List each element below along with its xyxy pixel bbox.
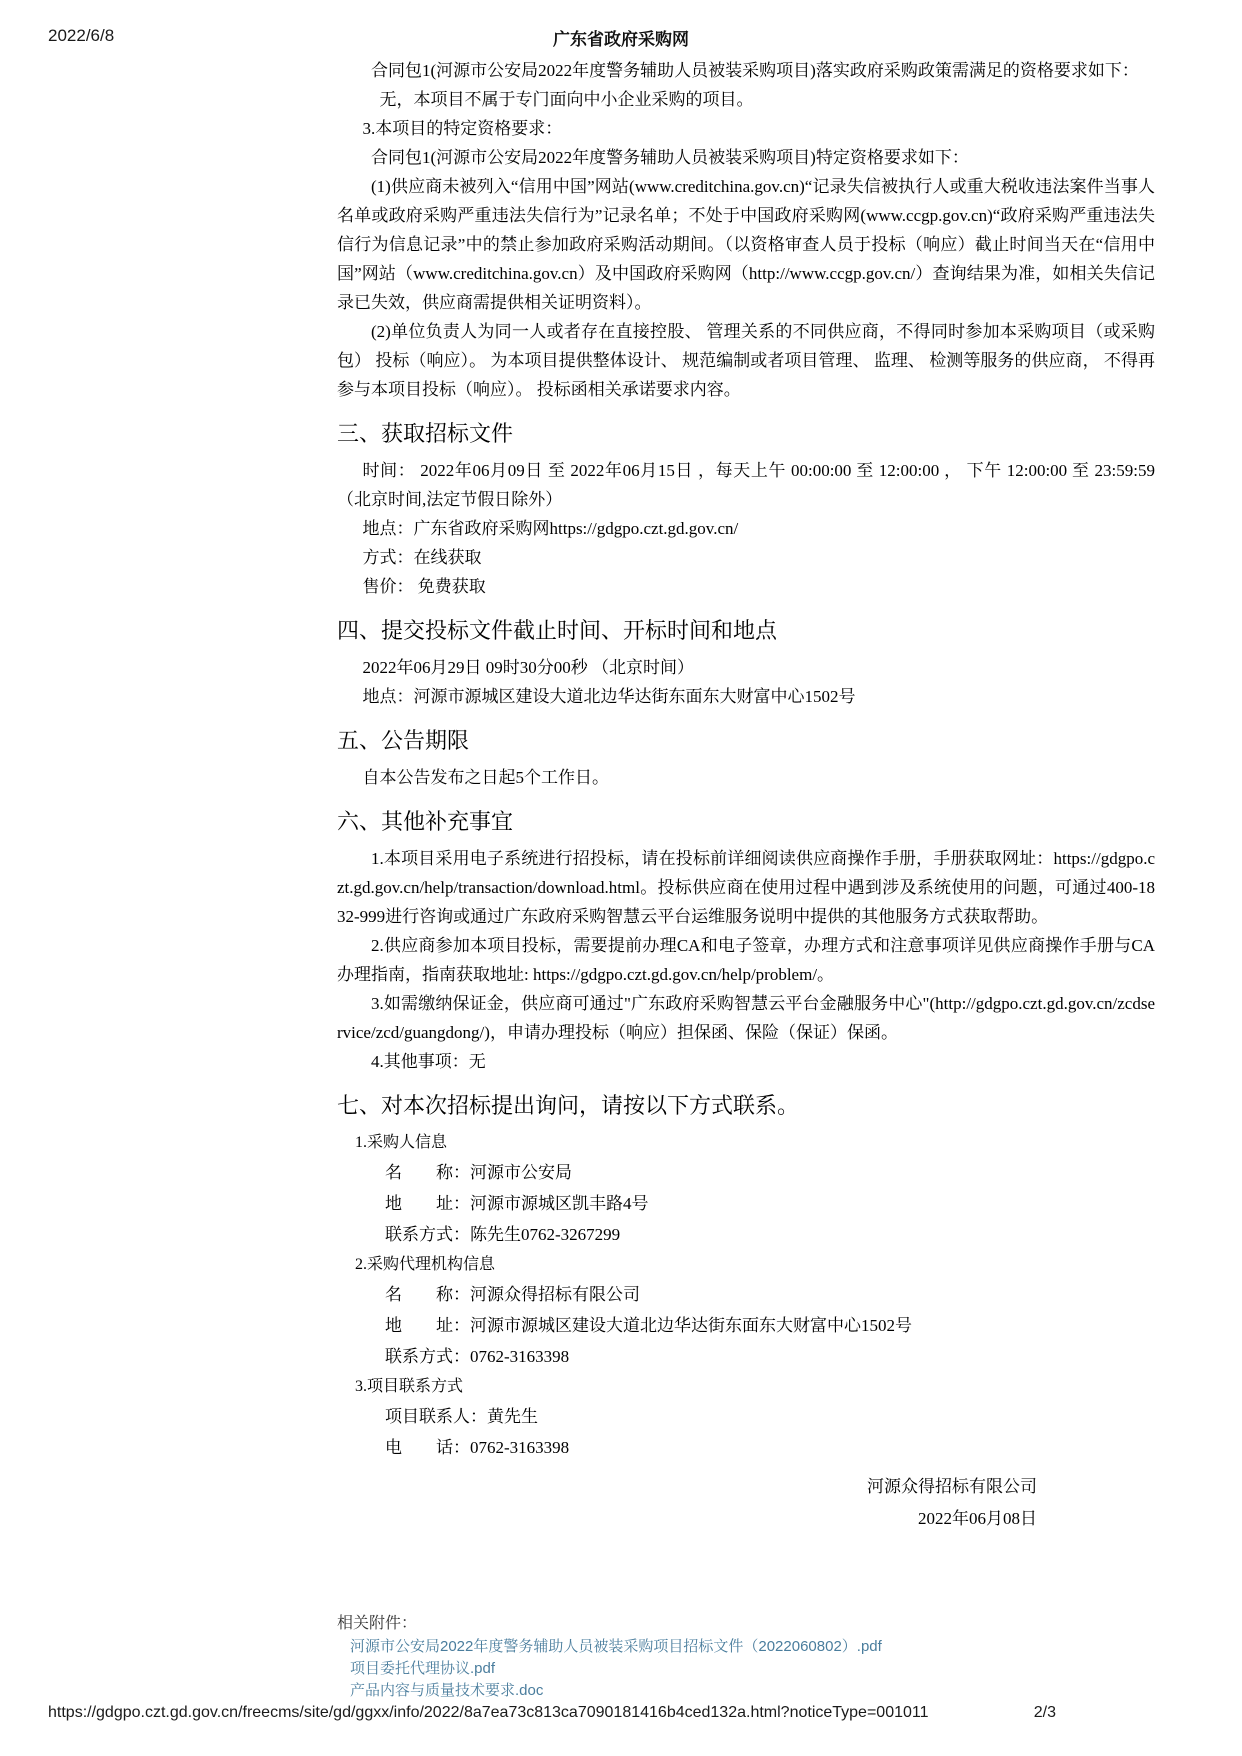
section-heading: 四、提交投标文件截止时间、开标时间和地点 xyxy=(337,618,778,643)
paragraph: (1)供应商未被列入“信用中国”网站(www.creditchina.gov.cn)“记录失信被执行人或重大税收违法案件当事人名单或政府采购严重违法失信行为”记录名单；不处于中国政府采购网(www.ccgp.gov.cn)“政府采购严重违法失信行为信息记录”中的禁止参加政府采购活动期间。（以资格审查人员于投标（响应）截止时间当天在“信用中国”网站（www.creditchina.gov.cn）及中国政府采购网（http://www.ccgp.gov.cn/）查询结果为准，如相关失信记录已失效，供应商需提供相关证明资料）。 xyxy=(337,177,1155,312)
paragraph: 地点：广东省政府采购网https://gdgpo.czt.gd.gov.cn/ xyxy=(362,519,739,538)
site-title: 广东省政府采购网 xyxy=(553,30,689,49)
paragraph: 2022年06月29日 09时30分00秒 （北京时间） xyxy=(362,658,694,677)
attachments-list xyxy=(337,1636,1155,1702)
footer-url: https://gdgpo.czt.gd.gov.cn/freecms/site/gd/ggxx/info/2022/8a7ea73c813ca7090181416b4ced132a.html?noticeType=001011 xyxy=(48,1704,929,1721)
paragraph: 名 称：河源市公安局 xyxy=(385,1163,572,1182)
paragraph: 时间： 2022年06月09日 至 2022年06月15日 ，每天上午 00:00:00 至 12:00:00 ， 下午 12:00:00 至 23:59:59 （北京时间,法定节假日除外） xyxy=(337,461,1155,509)
section-heading: 五、公告期限 xyxy=(337,728,470,753)
paragraph: 联系方式：0762-3163398 xyxy=(385,1347,570,1366)
paragraph: 地 址：河源市源城区凯丰路4号 xyxy=(385,1194,649,1213)
paragraph: 1.采购人信息 xyxy=(355,1134,448,1151)
paragraph: 地 址：河源市源城区建设大道北边华达街东面东大财富中心1502号 xyxy=(385,1316,912,1335)
document-body xyxy=(337,56,1155,1535)
paragraph: 2022年06月08日 xyxy=(918,1509,1037,1528)
paragraph: 1.本项目采用电子系统进行招投标，请在投标前详细阅读供应商操作手册，手册获取网址：https://gdgpo.czt.gd.gov.cn/help/transaction/download.html。投标供应商在使用过程中遇到涉及系统使用的问题，可通过400-1832-999进行咨询或通过广东政府采购智慧云平台运维服务说明中提供的其他服务方式获取帮助。 xyxy=(337,849,1155,926)
paragraph: 2.采购代理机构信息 xyxy=(355,1256,496,1273)
paragraph: 自本公告发布之日起5个工作日。 xyxy=(362,768,609,787)
page-indicator: 2/3 xyxy=(1033,1704,1056,1721)
attachments-label: 相关附件： xyxy=(337,1615,418,1632)
paragraph: 合同包1(河源市公安局2022年度警务辅助人员被装采购项目)特定资格要求如下： xyxy=(371,148,969,167)
paragraph: 3.如需缴纳保证金，供应商可通过"广东政府采购智慧云平台金融服务中心"(http://gdgpo.czt.gd.gov.cn/zcdservice/zcd/guangdong/)，申请办理投标（响应）担保函、保险（保证）保函。 xyxy=(337,994,1155,1042)
paragraph: 无，本项目不属于专门面向中小企业采购的项目。 xyxy=(379,90,754,109)
paragraph: 3.本项目的特定资格要求： xyxy=(362,119,563,138)
paragraph: 售价： 免费获取 xyxy=(362,577,486,596)
section-heading: 六、其他补充事宜 xyxy=(337,809,514,834)
section-heading: 七、对本次招标提出询问，请按以下方式联系。 xyxy=(337,1093,800,1118)
section-heading: 三、获取招标文件 xyxy=(337,421,514,446)
paragraph: 电 话：0762-3163398 xyxy=(385,1438,570,1457)
attachment-link[interactable]: 产品内容与质量技术要求.doc xyxy=(350,1682,544,1699)
paragraph: 3.项目联系方式 xyxy=(355,1378,464,1395)
attachments-section xyxy=(337,1612,1155,1702)
paragraph: (2)单位负责人为同一人或者存在直接控股、 管理关系的不同供应商，不得同时参加本采购项目（或采购包） 投标（响应）。 为本项目提供整体设计、 规范编制或者项目管理、 监理、 检测等服务的供应商， 不得再参与本项目投标（响应）。 投标函相关承诺要求内容。 xyxy=(337,322,1155,399)
attachment-link[interactable]: 河源市公安局2022年度警务辅助人员被装采购项目招标文件（2022060802）.pdf xyxy=(350,1638,882,1655)
paragraph: 名 称：河源众得招标有限公司 xyxy=(385,1285,640,1304)
paragraph: 地点：河源市源城区建设大道北边华达街东面东大财富中心1502号 xyxy=(362,687,856,706)
attachment-link[interactable]: 项目委托代理协议.pdf xyxy=(350,1660,496,1677)
paragraph: 方式：在线获取 xyxy=(362,548,482,567)
paragraph: 4.其他事项：无 xyxy=(371,1052,486,1071)
paragraph: 河源众得招标有限公司 xyxy=(867,1477,1037,1496)
print-header-date: 2022/6/8 xyxy=(48,26,115,45)
paragraph: 联系方式：陈先生0762-3267299 xyxy=(385,1225,621,1244)
paragraph: 项目联系人：黄先生 xyxy=(385,1407,538,1426)
paragraph: 合同包1(河源市公安局2022年度警务辅助人员被装采购项目)落实政府采购政策需满足的资格要求如下： xyxy=(371,61,1139,80)
paragraph: 2.供应商参加本项目投标，需要提前办理CA和电子签章，办理方式和注意事项详见供应商操作手册与CA办理指南，指南获取地址: https://gdgpo.czt.gd.gov.cn/help/problem/。 xyxy=(337,936,1155,984)
